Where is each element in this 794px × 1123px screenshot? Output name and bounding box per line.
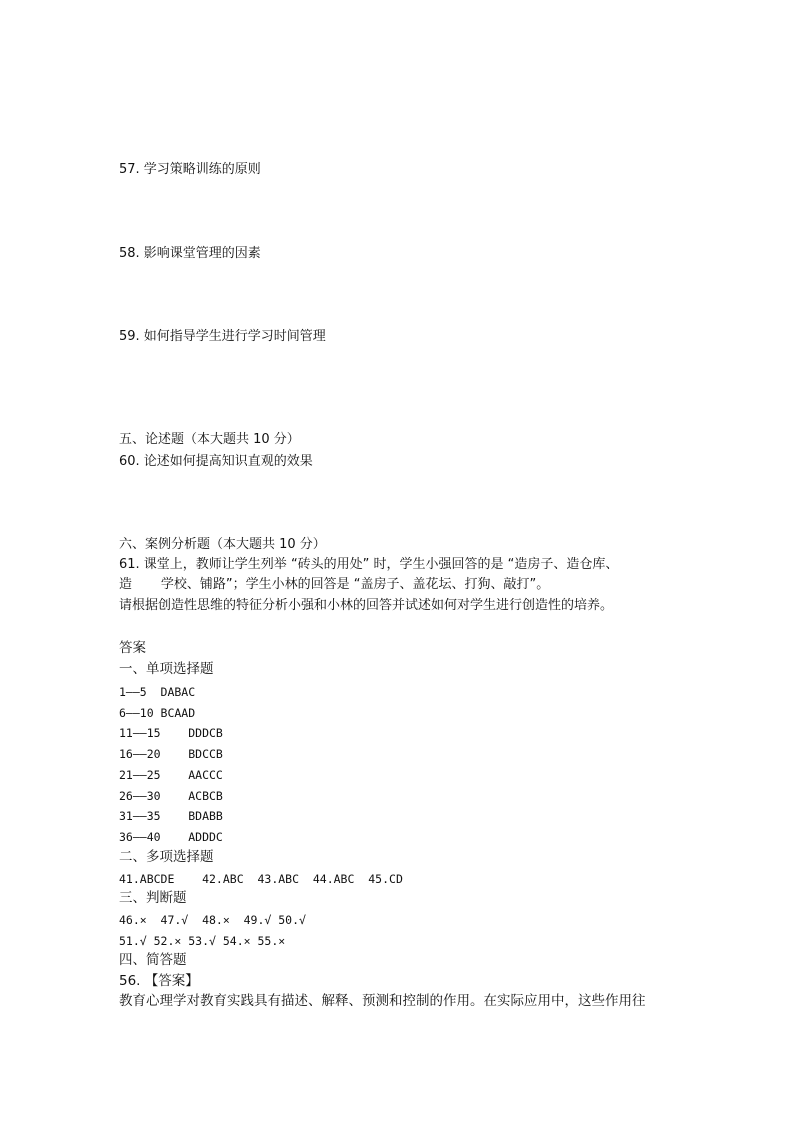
single-choice-row: 6——10 BCAAD (119, 706, 196, 720)
question-61-line-3: 请根据创造性思维的特征分析小强和小林的回答并试述如何对学生进行创造性的培养。 (119, 598, 614, 613)
question-57: 57. 学习策略训练的原则 (119, 162, 261, 177)
multi-choice-row: 41.ABCDE 42.ABC 43.ABC 44.ABC 45.CD (119, 872, 403, 886)
single-choice-row: 26——30 ACBCB (119, 789, 223, 803)
section-6-heading: 六、案例分析题（本大题共 10 分） (119, 537, 326, 552)
answers-title: 答案 (119, 640, 146, 656)
question-56-answer-label: 56. 【答案】 (119, 973, 199, 989)
section-5-heading: 五、论述题（本大题共 10 分） (119, 432, 300, 447)
single-choice-row: 36——40 ADDDC (119, 830, 223, 844)
single-choice-row: 1——5 DABAC (119, 685, 196, 699)
question-60: 60. 论述如何提高知识直观的效果 (119, 454, 313, 469)
judgement-row-1: 46.× 47.√ 48.× 49.√ 50.√ (119, 913, 306, 927)
single-choice-heading: 一、单项选择题 (119, 661, 214, 677)
question-56-answer-text: 教育心理学对教育实践具有描述、解释、预测和控制的作用。在实际应用中，这些作用往 (119, 993, 646, 1009)
single-choice-row: 16——20 BDCCB (119, 747, 223, 761)
single-choice-row: 21——25 AACCC (119, 768, 223, 782)
single-choice-row: 11——15 DDDCB (119, 726, 223, 740)
question-58: 58. 影响课堂管理的因素 (119, 246, 261, 261)
judgement-heading: 三、判断题 (119, 890, 187, 906)
single-choice-row: 31——35 BDABB (119, 809, 223, 823)
short-answer-heading: 四、简答题 (119, 952, 187, 968)
question-59: 59. 如何指导学生进行学习时间管理 (119, 329, 326, 344)
judgement-row-2: 51.√ 52.× 53.√ 54.× 55.× (119, 934, 286, 948)
multi-choice-heading: 二、多项选择题 (119, 849, 214, 865)
question-61-line-1: 61. 课堂上，教师让学生列举 “砖头的用处” 时，学生小强回答的是 “造房子、造仓库、 (119, 557, 619, 572)
question-61-line-2: 造 学校、铺路”；学生小林的回答是 “盖房子、盖花坛、打狗、敲打”。 (119, 577, 550, 592)
